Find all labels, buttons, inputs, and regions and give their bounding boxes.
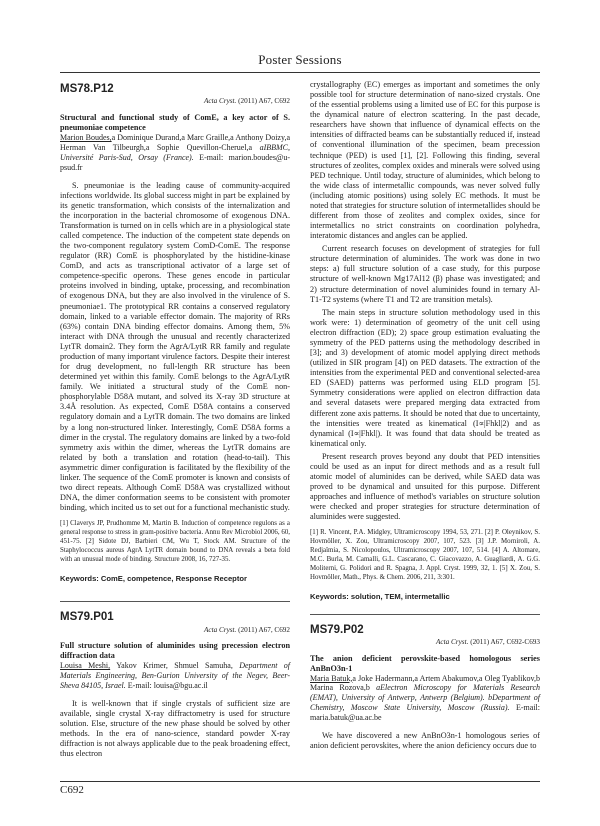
presenting-author: Marion Boudes, bbox=[60, 133, 112, 142]
abstract-paragraph: Current research focuses on development of strategies for full structure determination of aluminides. The work was done in two steps: a) full structure solution of a case study, for this purpose structure of well-known Mg17Al12 (β) phase was investigated; and 2) structure determination of novel aluminides found in ternary Al-T1-T2 systems (where T1 and T2 are transition metals). bbox=[310, 244, 540, 304]
section-divider bbox=[60, 601, 290, 602]
abstract-title: Full structure solution of aluminides using precession electron diffraction data bbox=[60, 641, 290, 661]
abstract-paragraph: It is well-known that if single crystals of sufficient size are available, single crystal X-ray diffractometry is used for structure solution. Else, structure of the new phase should be solved by other methods. In the era of nano-science, standard powder X-ray diffraction is not always applicable due to the peak broadening effect, thus electron bbox=[60, 699, 290, 759]
author-block bbox=[310, 674, 540, 724]
citation bbox=[60, 626, 290, 635]
keywords: Keywords: solution, TEM, intermetallic bbox=[310, 592, 450, 602]
abstract-paragraph: crystallography (EC) emerges as important and sometimes the only possible tool for structure determination of nano-sized crystals. One of the essential problems using a limited use of EC for this purpose is the dynamical nature of electron scattering. In the past decade, researchers have shown that influence of dynamical effects on the intensities of diffracted beams can be substantially reduced if, instead of conventional illumination of the specimen, beam precession technique (PED) is used [1], [2]. Following this finding, several structures of zeolites, complex oxides and minerals were solved using PED technique. Until today, structure of aluminides, which belong to the wide class of intermetallic compounds, was never solved fully (including atomic positions) using solely EC methods. It must be noted that strategies for structure solution of intermetallides should be different from those of zeolites and complex oxides, since for intermetallics no strict constraints on coordination polyhedra, interatomic distances and angles can be applied. bbox=[310, 80, 540, 241]
keywords: Keywords: ComE, competence, Response Receptor bbox=[60, 574, 247, 584]
citation-volume: (2011) A67, C692 bbox=[238, 625, 290, 634]
citation-volume: (2011) A67, C692-C693 bbox=[470, 637, 540, 646]
left-column bbox=[60, 80, 290, 763]
author-block bbox=[60, 133, 290, 173]
presenting-author: Louisa Meshi, bbox=[60, 661, 111, 671]
footer-rule bbox=[60, 781, 540, 782]
affiliation: Department of Materials Engineering, Ben-Gurion University of the Negev, Beer-Sheva 84105, Israel. bbox=[60, 661, 291, 691]
abstract-title: The anion deficient perovskite-based homologous series AnBnO3n-1 bbox=[310, 653, 540, 673]
email: E-mail: louisa@bgu.ac.il bbox=[125, 681, 208, 691]
email: E-mail: maria.batuk@ua.ac.be bbox=[310, 703, 540, 723]
citation bbox=[310, 638, 540, 647]
citation-journal: Acta Cryst. bbox=[204, 97, 237, 106]
right-column bbox=[310, 80, 540, 754]
abstract-paragraph: The main steps in structure solution methodology used in this work were: 1) determination of geometry of the unit cell using electron diffraction (ED); 2) space group estimation evaluating the symmetry of the PED patterns using the methodology described in [3]; and 3) development of atomic model applying direct methods (utilized in SIR program [4]) on PED datasets. The extraction of the intensities from the experimental PED and conventional selected-area ED (SAED) patterns was performed using ELD program [5]. Symmetry considerations were applied on electron diffraction data and several datasets were prepared merging data extracted from different zone axis patterns. It should be noted that due to uncertainty, the intensities were treated as kinematical (I∝|Fhkl|2) and as dynamical (I∝|Fhkl|). It was found that data should be treated as kinematical only. bbox=[310, 307, 540, 448]
affiliation: aIBBMC, Université Paris-Sud, Orsay (France). bbox=[60, 142, 290, 162]
abstract-paragraph: We have discovered a new AnBnO3n-1 homologous series of anion deficient perovskites, where the anion deficiency occurs due to bbox=[310, 731, 540, 751]
references: [1] Claverys JP, Prudhomme M, Martin B. Induction of competence regulons as a general response to stress in gram-positive bacteria. Annu Rev Microbiol 2006, 60, 451-75. [2] Sidote DJ, Barbieri CM, Wu T, Stock AM. Structure of the Staphylococcus aureus AgrA LytTR domain bound to DNA reveals a beta fold with an unusual mode of binding. Structure 2008, 16, 727-35. bbox=[60, 520, 290, 564]
author-block bbox=[60, 661, 290, 691]
page-number: C692 bbox=[60, 784, 84, 796]
section-divider bbox=[310, 614, 540, 615]
references: [1] R. Vincent, P.A. Midgley, Ultramicroscopy 1994, 53, 271. [2] P. Oleynikov, S. Hovmöller, X. Zou, Ultramicroscopy 2007, 107, 523. [3] J.P. Morniroli, A. Redjaïmia, S. Nicolopoulos, Ultramicroscopy 2007, 107, 514. [4] A. Altomare, M.C. Burla, M. Camalli, G.L. Cascarano, C. Giacovazzo, A. Guagliardi, A. G.G. Moliterni, G. Polidori and R. Spagna, J. Appl. Cryst. 1999, 32, 1. [5] X. Zou, S. Hovmöller, Math., Phys. & Chem. 2006, 211, 3:301. bbox=[310, 529, 540, 582]
abstract-code: MS79.P02 bbox=[310, 623, 364, 636]
citation bbox=[60, 97, 290, 106]
citation-volume: (2011) A67, C692 bbox=[238, 97, 290, 106]
abstract-code: MS79.P01 bbox=[60, 611, 114, 624]
abstract-code: MS78.P12 bbox=[60, 83, 114, 95]
co-authors: a Joke Hadermann,a Artem Abakumov,a Oleg Tyablikov,b Marina Rozova,b bbox=[310, 673, 540, 693]
affiliation: aElectron Microscopy for Materials Research (EMAT), University of Antwerp, Antwerp (Belgium). bDepartment of Chemistry, Moscow State University, Moscow (Russia). bbox=[310, 683, 540, 713]
citation-journal: Acta Cryst. bbox=[436, 637, 469, 646]
email: E-mail: marion.boudes@u-psud.fr bbox=[60, 152, 290, 172]
co-authors: Yakov Krimer, Shmuel Samuha, bbox=[110, 661, 240, 671]
presenting-author: Maria Batuk, bbox=[310, 673, 353, 683]
citation-journal: Acta Cryst. bbox=[204, 625, 237, 634]
abstract-paragraph: S. pneumoniae is the leading cause of community-acquired infections worldwide. Its global success might in part be explained by its genetic transformation, which consists of the internalization and the incorporation in the bacterial chromosome of exogenous DNA. Transformation is turned on in cells which are in a physiological state called competence. The induction of the competent state depends on the two-component regulatory system ComD-ComE. The response regulator (RR) ComE is phosphorylated by the histidine-kinase ComD, and acts as transcriptional activator of a large set of competence-specific operons. These genes encode in particular proteins involved in binding, uptake, processing, and recombination of exogenous DNA, but they are also involved in the virulence of S. pneumoniae1. The prototypical RR contains a conserved regulatory domain, linked to a variable effector domain. The majority of RRs (63%) contain DNA binding effector domains. Among them, 5% interact with DNA through the unusual and recently characterized LytTR domain2. They form the AgrA/LytR RR family and regulate production of many important virulence factors. Despite their interest for drug development, no full-length RR structure has been determined yet within this family. ComE belongs to the AgrA/LytR family. We initiated a structural study of the ComE non-phosphorylable D58A mutant, and solved its X-ray 3D structure at 3.4Å resolution. As expected, ComE D58A contains a conserved regulatory domain and a LytTR domain. The two domains are linked by a long non-structured linker. Interestingly, ComE D58A forms a dimer in the crystal. The regulatory domains are linked by a two-fold symmetry axis within the dimer, whereas the LytTR domains are related by both a translation and rotation (head-to-tail). This asymmetric dimer configuration is facilitated by the flexibility of the linker. The sequence of the ComE promoter is known and consists of two direct repeats. Although ComE D58A was crystallized without DNA, the dimer conformation seems to be consistent with promoter binding, which incited us to set out for a functional mechanistic study. bbox=[60, 180, 290, 513]
abstract-title: Structural and functional study of ComE, a key actor of S. pneumoniae competence bbox=[60, 113, 290, 132]
header-rule bbox=[60, 72, 540, 73]
abstract-paragraph: Present research proves beyond any doubt that PED intensities could be used as an input for direct methods and as a result full atomic model of aluminides can be derived, while SAED data was proved to be dynamical and unsuited for this purpose. Different approaches and influence of method's variables on structure solution were checked and proper strategies for structure determination of aluminides were suggested. bbox=[310, 451, 540, 522]
co-authors: a Dominique Durand,a Marc Graille,a Anthony Doizy,a Herman Van Tilbeurgh,a Sophie Quevillon-Cheruel,a bbox=[60, 133, 290, 152]
running-header: Poster Sessions bbox=[258, 52, 342, 67]
